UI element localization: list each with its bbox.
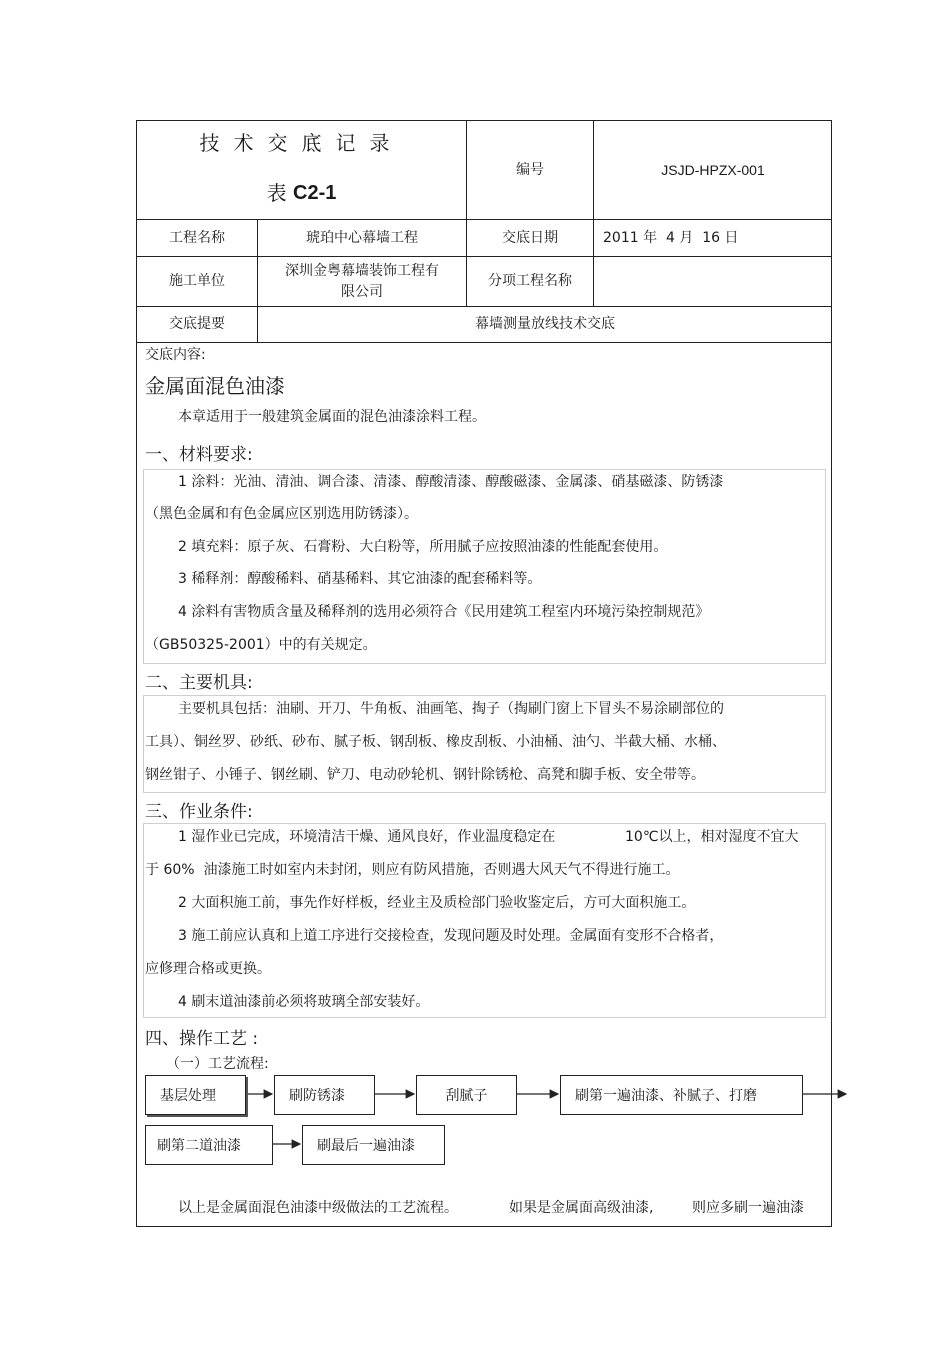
- date-value: 2011 年 4 月 16 日: [603, 229, 739, 246]
- summary-value: 幕墙测量放线技术交底: [475, 316, 615, 332]
- content-label: 交底内容:: [145, 347, 206, 363]
- content-title: 金属面混色油漆: [145, 374, 285, 398]
- section-1-line: 3 稀释剂：醇酸稀料、硝基稀料、其它油漆的配套稀料等。: [178, 571, 542, 587]
- section-4-subtitle: （一）工艺流程:: [166, 1056, 269, 1072]
- section-3-line: 于 60% 油漆施工时如室内未封闭，则应有防风措施，否则遇大风天气不得进行施工。: [145, 862, 680, 878]
- number-value: JSJD-HPZX-001: [661, 161, 765, 178]
- contractor-value-line2: 限公司: [341, 283, 383, 300]
- section-3-title: 三、作业条件:: [145, 802, 253, 822]
- section-3-line: 1 湿作业已完成，环境清洁干燥、通风良好，作业温度稳定在: [178, 829, 556, 845]
- project-name-label: 工程名称: [169, 229, 225, 246]
- section-3-line: 4 刷末道油漆前必须将玻璃全部安装好。: [178, 994, 430, 1010]
- summary-label: 交底提要: [169, 316, 225, 332]
- section-1-line: 2 填充料：原子灰、石膏粉、大白粉等，所用腻子应按照油漆的性能配套使用。: [178, 539, 668, 555]
- section-2-line: 钢丝钳子、小锤子、钢丝刷、铲刀、电动砂轮机、钢针除锈枪、高凳和脚手板、安全带等。: [145, 767, 705, 783]
- footer-text: 如果是金属面高级油漆,: [509, 1200, 654, 1216]
- section-1-line: （GB50325-2001）中的有关规定。: [145, 637, 377, 653]
- number-label: 编号: [516, 161, 544, 178]
- section-2-line: 工具）、铜丝罗、砂纸、砂布、腻子板、钢刮板、橡皮刮板、小油桶、油勺、半截大桶、水桶、: [145, 734, 726, 750]
- flow-step-putty: 刮腻子: [416, 1075, 517, 1115]
- footer-text: 则应多刷一遍油漆: [692, 1200, 804, 1216]
- flow-step-rust-primer: 刷防锈漆: [274, 1075, 375, 1115]
- content-intro: 本章适用于一般建筑金属面的混色油漆涂料工程。: [178, 409, 486, 425]
- section-1-line: 1 涂料：光油、清油、调合漆、清漆、醇酸清漆、醇酸磁漆、金属漆、硝基磁漆、防锈漆: [178, 474, 724, 490]
- date-label: 交底日期: [502, 229, 558, 246]
- section-4-title: 四、操作工艺 :: [145, 1029, 259, 1049]
- contractor-label: 施工单位: [169, 273, 225, 289]
- contractor-value-line1: 深圳金粤幕墙装饰工程有: [285, 262, 439, 279]
- section-2-title: 二、主要机具:: [145, 673, 253, 693]
- project-name-value: 琥珀中心幕墙工程: [306, 229, 418, 246]
- section-3-line: 2 大面积施工前，事先作好样板，经业主及质检部门验收鉴定后，方可大面积施工。: [178, 895, 696, 911]
- flow-step-second-coat: 刷第二道油漆: [145, 1125, 273, 1165]
- section-3-line: 3 施工前应认真和上道工序进行交接检查，发现问题及时处理。金属面有变形不合格者，: [178, 928, 724, 944]
- section-1-title: 一、材料要求:: [145, 445, 253, 465]
- footer-text: 以上是金属面混色油漆中级做法的工艺流程。: [178, 1200, 458, 1216]
- section-2-line: 主要机具包括：油刷、开刀、牛角板、油画笔、掏子（掏刷门窗上下冒头不易涂刷部位的: [178, 701, 724, 717]
- flow-step-first-coat: 刷第一遍油漆、补腻子、打磨: [560, 1075, 803, 1115]
- flow-step-base-treatment: 基层处理: [145, 1075, 246, 1115]
- section-3-line: 10℃以上，相对湿度不宜大: [625, 829, 799, 845]
- section-3-line: 应修理合格或更换。: [145, 961, 271, 977]
- table-label-code: C2-1: [293, 181, 337, 204]
- table-label-prefix: 表: [266, 180, 287, 205]
- flow-step-final-coat: 刷最后一遍油漆: [302, 1125, 445, 1165]
- section-1-line: （黑色金属和有色金属应区别选用防锈漆）。: [145, 506, 418, 522]
- sub-project-label: 分项工程名称: [488, 273, 572, 289]
- document-title: 技术交底记录: [199, 130, 404, 155]
- section-1-line: 4 涂料有害物质含量及稀释剂的选用必须符合《民用建筑工程室内环境污染控制规范》: [178, 604, 710, 620]
